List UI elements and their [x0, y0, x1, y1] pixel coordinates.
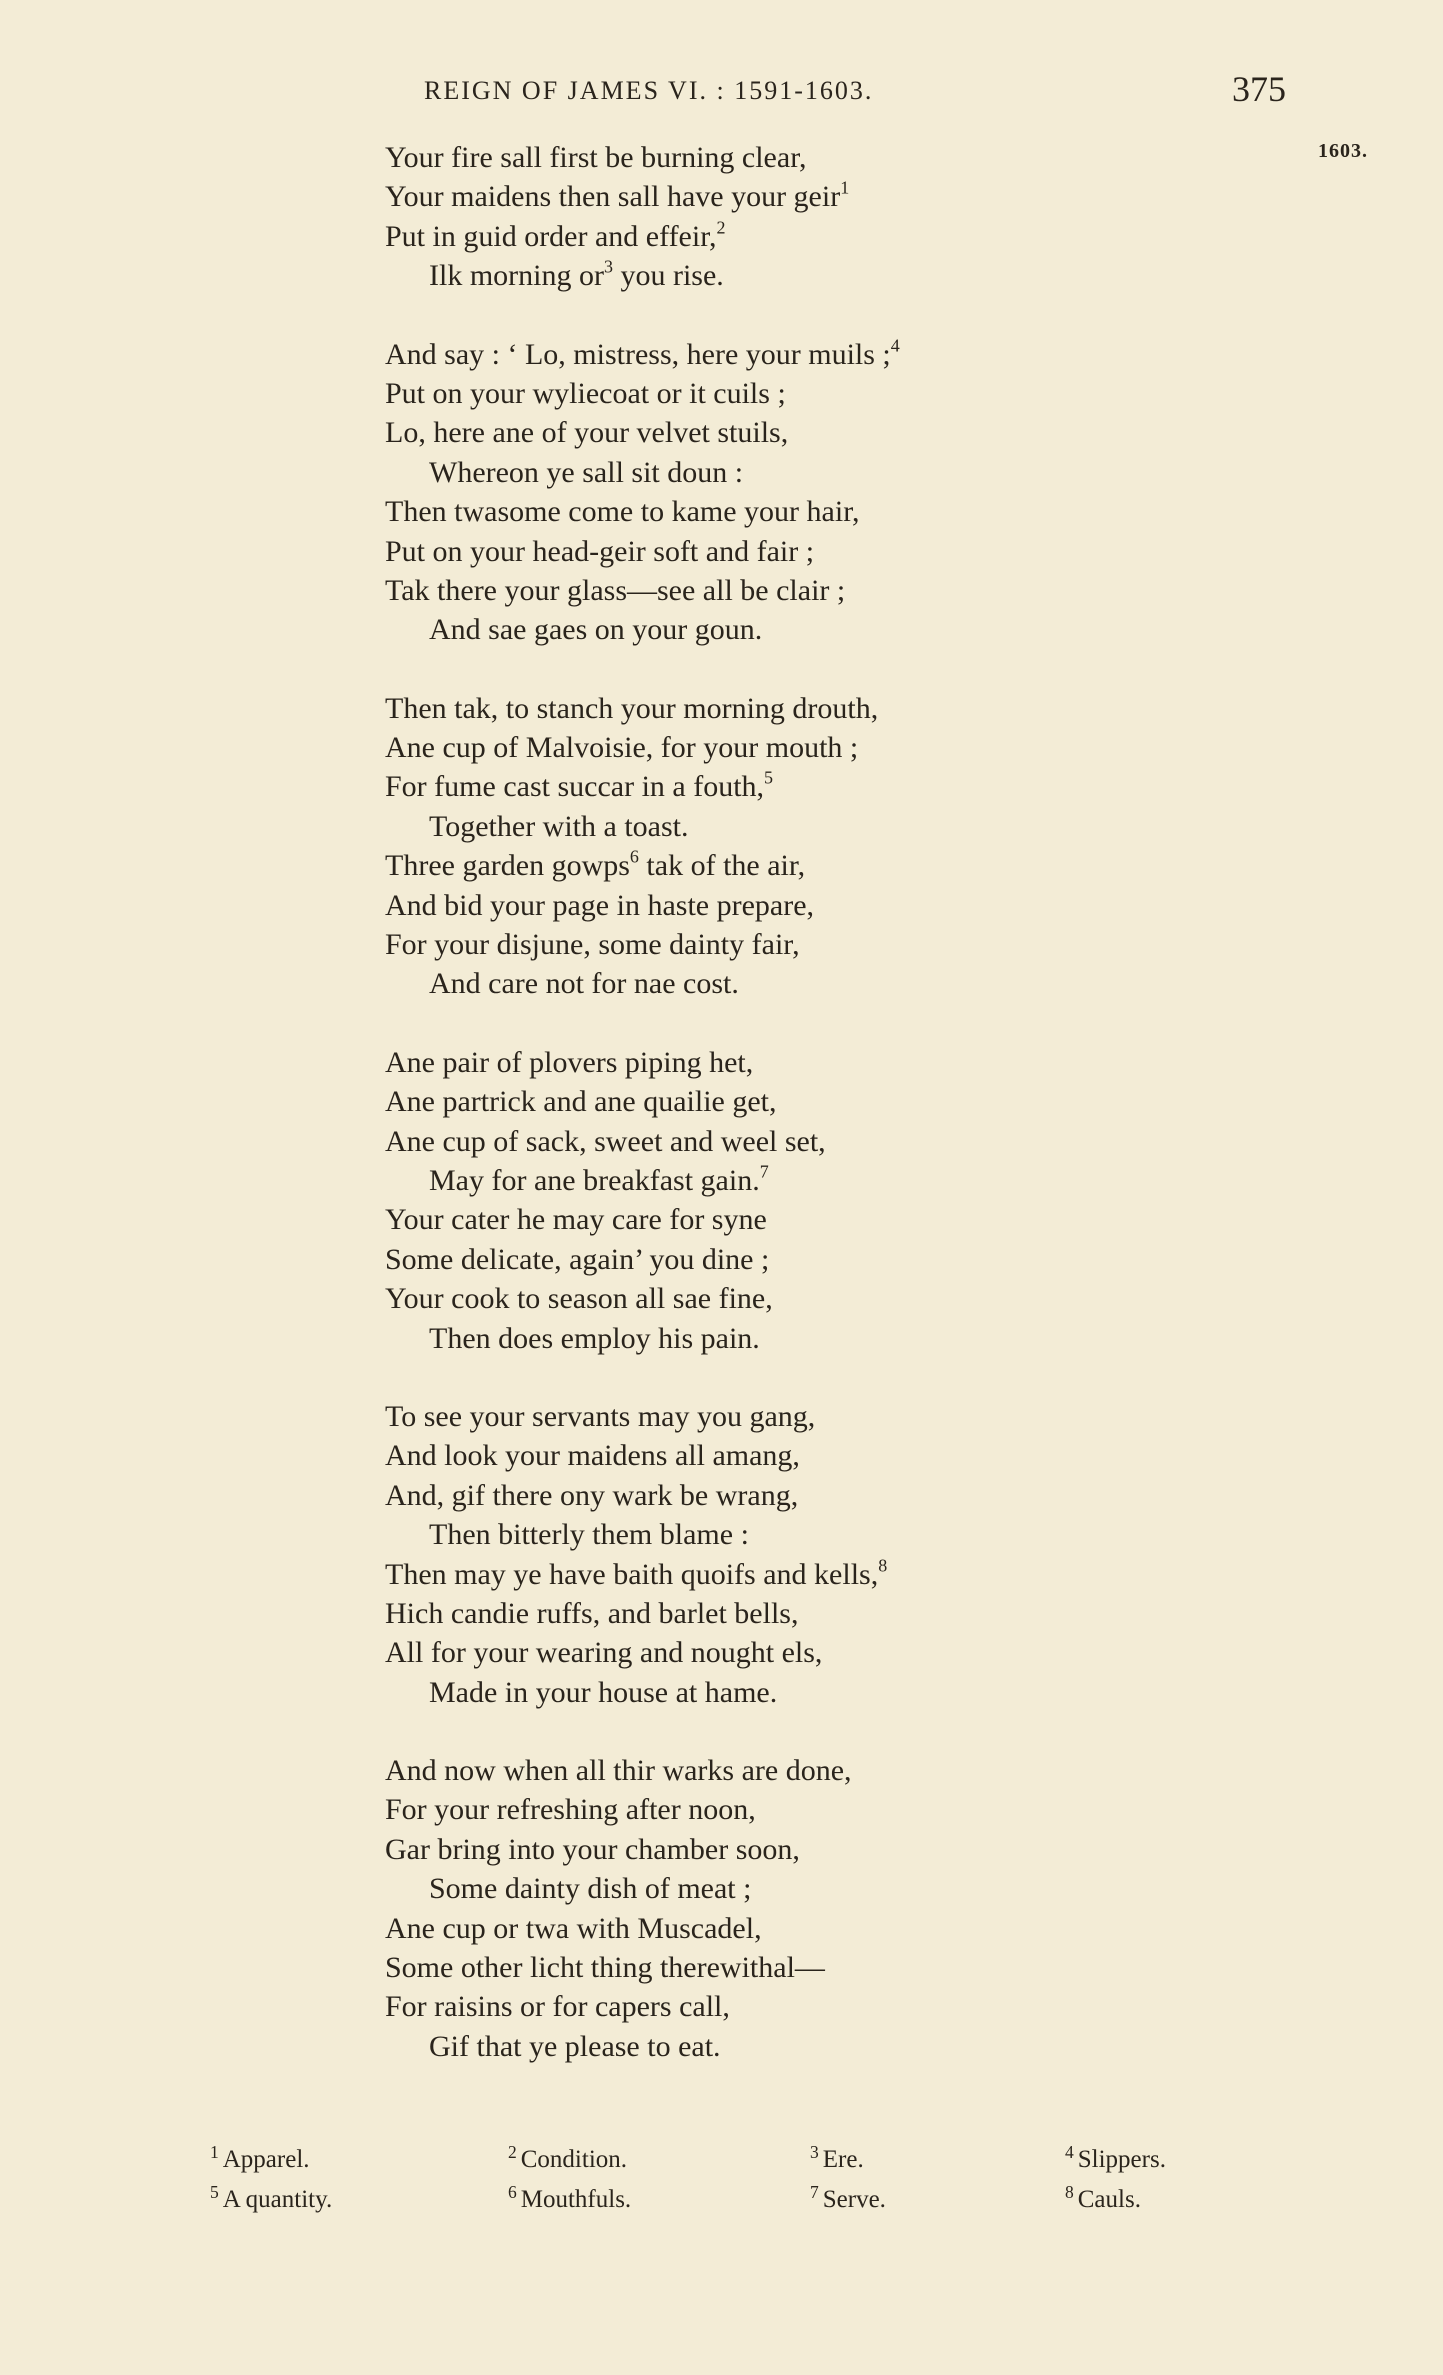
- poem-line: [385, 1909, 1145, 1948]
- poem-line: [385, 846, 1145, 885]
- poem-line: [385, 2027, 1145, 2066]
- poem-line: [385, 413, 1145, 452]
- poem-line: [385, 1200, 1145, 1239]
- poem-line: [385, 925, 1145, 964]
- stanza: [385, 689, 1145, 1004]
- poem-line: [385, 1436, 1145, 1475]
- line-text: For your disjune, some dainty fair,: [385, 928, 800, 962]
- line-text: Put on your head-geir soft and fair ;: [385, 534, 815, 568]
- poem-line: [385, 964, 1145, 1003]
- poem-line: [385, 177, 1145, 216]
- line-text: And bid your page in haste prepare,: [385, 888, 815, 922]
- poem-line: [385, 492, 1145, 531]
- stanza: [385, 1043, 1145, 1358]
- line-text: Put on your wyliecoat or it cuils ;: [385, 376, 786, 410]
- line-text: And look your maidens all amang,: [385, 1439, 800, 1473]
- poem-line: [385, 1673, 1145, 1712]
- footnote-text: A quantity.: [222, 2185, 333, 2213]
- stanza: [385, 335, 1145, 650]
- line-text: Then may ye have baith quoifs and kells,: [385, 1557, 879, 1591]
- line-text: Ilk morning or: [429, 259, 604, 293]
- line-text: Ane cup of sack, sweet and weel set,: [385, 1124, 826, 1158]
- stanza: [385, 138, 1145, 296]
- poem-line: [385, 728, 1145, 767]
- line-text: Some dainty dish of meat ;: [429, 1872, 752, 1906]
- line-text: Your fire sall first be burning clear,: [385, 141, 807, 174]
- line-text: Put in guid order and effeir,: [385, 219, 717, 253]
- footnote: [508, 2142, 627, 2174]
- line-text: To see your servants may you gang,: [385, 1399, 816, 1433]
- line-text: Then twasome come to kame your hair,: [385, 495, 860, 529]
- line-text: Your maidens then sall have your geir: [385, 180, 841, 214]
- line-text: Ane partrick and ane quailie get,: [385, 1085, 777, 1119]
- line-text: And now when all thir warks are done,: [385, 1754, 852, 1788]
- line-text: Then does employ his pain.: [429, 1321, 760, 1355]
- poem-line: [385, 1594, 1145, 1633]
- poem-line: [385, 1987, 1145, 2026]
- footnote: [1065, 2142, 1166, 2174]
- poem-line: [385, 1082, 1145, 1121]
- footnote-text: Apparel.: [222, 2145, 310, 2173]
- poem-line: [385, 1161, 1145, 1200]
- poem: [385, 138, 1145, 2105]
- footnote-ref: 8: [878, 1554, 888, 1575]
- poem-line: [385, 1122, 1145, 1161]
- footnote-text: Mouthfuls.: [520, 2185, 632, 2213]
- poem-line: [385, 138, 1145, 177]
- poem-line: [385, 571, 1145, 610]
- poem-line: [385, 1790, 1145, 1829]
- stanza: [385, 1751, 1145, 2066]
- line-text: Some other licht thing therewithal—: [385, 1951, 825, 1985]
- line-text: Lo, here ane of your velvet stuils,: [385, 416, 789, 450]
- poem-line: [385, 532, 1145, 571]
- line-text: Gar bring into your chamber soon,: [385, 1832, 800, 1866]
- poem-line: [385, 335, 1145, 374]
- footnote-text: Condition.: [520, 2145, 628, 2173]
- poem-line: [385, 1515, 1145, 1554]
- footnote: [508, 2182, 631, 2214]
- footnote: [1065, 2182, 1141, 2214]
- margin-date: 1603.: [1318, 140, 1368, 162]
- poem-line: [385, 1869, 1145, 1908]
- poem-line: [385, 807, 1145, 846]
- poem-line: [385, 767, 1145, 806]
- line-text: Your cater he may care for syne: [385, 1203, 767, 1237]
- line-text: For fume cast succar in a fouth,: [385, 770, 765, 804]
- footnote-mark: 3: [810, 2142, 819, 2162]
- footnote-ref: 3: [603, 256, 613, 277]
- footnotes: [210, 2142, 1310, 2222]
- poem-line: [385, 1043, 1145, 1082]
- footnote: [210, 2142, 310, 2174]
- footnote-ref: 5: [764, 767, 774, 788]
- poem-line: [385, 217, 1145, 256]
- footnote-text: Slippers.: [1077, 2145, 1166, 2173]
- line-text: For your refreshing after noon,: [385, 1793, 756, 1827]
- footnote-row: [210, 2142, 1310, 2182]
- footnote-mark: 1: [210, 2142, 219, 2162]
- poem-line: [385, 689, 1145, 728]
- poem-line: [385, 610, 1145, 649]
- footnote-mark: 2: [508, 2142, 517, 2162]
- footnote-ref: 1: [840, 177, 850, 198]
- poem-line: [385, 256, 1145, 295]
- poem-line: [385, 1476, 1145, 1515]
- footnote-ref: 2: [716, 217, 726, 238]
- poem-line: [385, 1319, 1145, 1358]
- line-text: Ane pair of plovers piping het,: [385, 1045, 754, 1079]
- footnote-mark: 7: [810, 2182, 819, 2202]
- line-text: And, gif there ony wark be wrang,: [385, 1478, 799, 1512]
- line-text-continued: you rise.: [612, 259, 724, 293]
- line-text: Ane cup or twa with Muscadel,: [385, 1911, 762, 1945]
- running-head: REIGN OF JAMES VI. : 1591-1603.: [424, 76, 874, 105]
- line-text: Some delicate, again’ you dine ;: [385, 1242, 770, 1276]
- footnote-row: [210, 2182, 1310, 2222]
- line-text: And say : ‘ Lo, mistress, here your muils ;: [385, 337, 891, 371]
- line-text: Hich candie ruffs, and barlet bells,: [385, 1596, 799, 1630]
- footnote: [810, 2182, 886, 2214]
- line-text: Whereon ye sall sit doun :: [429, 455, 744, 489]
- poem-line: [385, 374, 1145, 413]
- footnote-text: Ere.: [822, 2145, 864, 2173]
- footnote-mark: 5: [210, 2182, 219, 2202]
- line-text: Made in your house at hame.: [429, 1675, 778, 1709]
- line-text: Three garden gowps: [385, 849, 630, 883]
- footnote: [810, 2142, 864, 2174]
- poem-line: [385, 1830, 1145, 1869]
- footnote-mark: 8: [1065, 2182, 1074, 2202]
- line-text: For raisins or for capers call,: [385, 1990, 730, 2024]
- line-text: Tak there your glass—see all be clair ;: [385, 573, 846, 607]
- footnote-ref: 4: [890, 334, 900, 355]
- line-text: Together with a toast.: [429, 809, 689, 843]
- stanza: [385, 1397, 1145, 1712]
- line-text: Then tak, to stanch your morning drouth,: [385, 691, 879, 725]
- poem-line: [385, 1397, 1145, 1436]
- poem-line: [385, 886, 1145, 925]
- poem-line: [385, 1948, 1145, 1987]
- poem-line: [385, 1240, 1145, 1279]
- footnote: [210, 2182, 332, 2214]
- line-text: All for your wearing and nought els,: [385, 1636, 823, 1670]
- footnote-mark: 6: [508, 2182, 517, 2202]
- poem-line: [385, 1279, 1145, 1318]
- line-text: May for ane breakfast gain.: [429, 1163, 760, 1197]
- poem-line: [385, 453, 1145, 492]
- footnote-ref: 6: [629, 846, 639, 867]
- page-number: 375: [1232, 69, 1286, 109]
- poem-line: [385, 1633, 1145, 1672]
- line-text: Gif that ye please to eat.: [429, 2029, 721, 2063]
- page-header: [0, 68, 1443, 112]
- line-text: And care not for nae cost.: [429, 967, 739, 1001]
- line-text-continued: tak of the air,: [638, 849, 806, 883]
- footnote-ref: 7: [759, 1161, 769, 1182]
- line-text: Ane cup of Malvoisie, for your mouth ;: [385, 731, 859, 765]
- footnote-text: Cauls.: [1077, 2185, 1141, 2213]
- line-text: And sae gaes on your goun.: [429, 613, 763, 647]
- poem-line: [385, 1555, 1145, 1594]
- footnote-mark: 4: [1065, 2142, 1074, 2162]
- footnote-text: Serve.: [822, 2185, 886, 2213]
- line-text: Your cook to season all sae fine,: [385, 1282, 773, 1316]
- poem-line: [385, 1751, 1145, 1790]
- line-text: Then bitterly them blame :: [429, 1518, 749, 1552]
